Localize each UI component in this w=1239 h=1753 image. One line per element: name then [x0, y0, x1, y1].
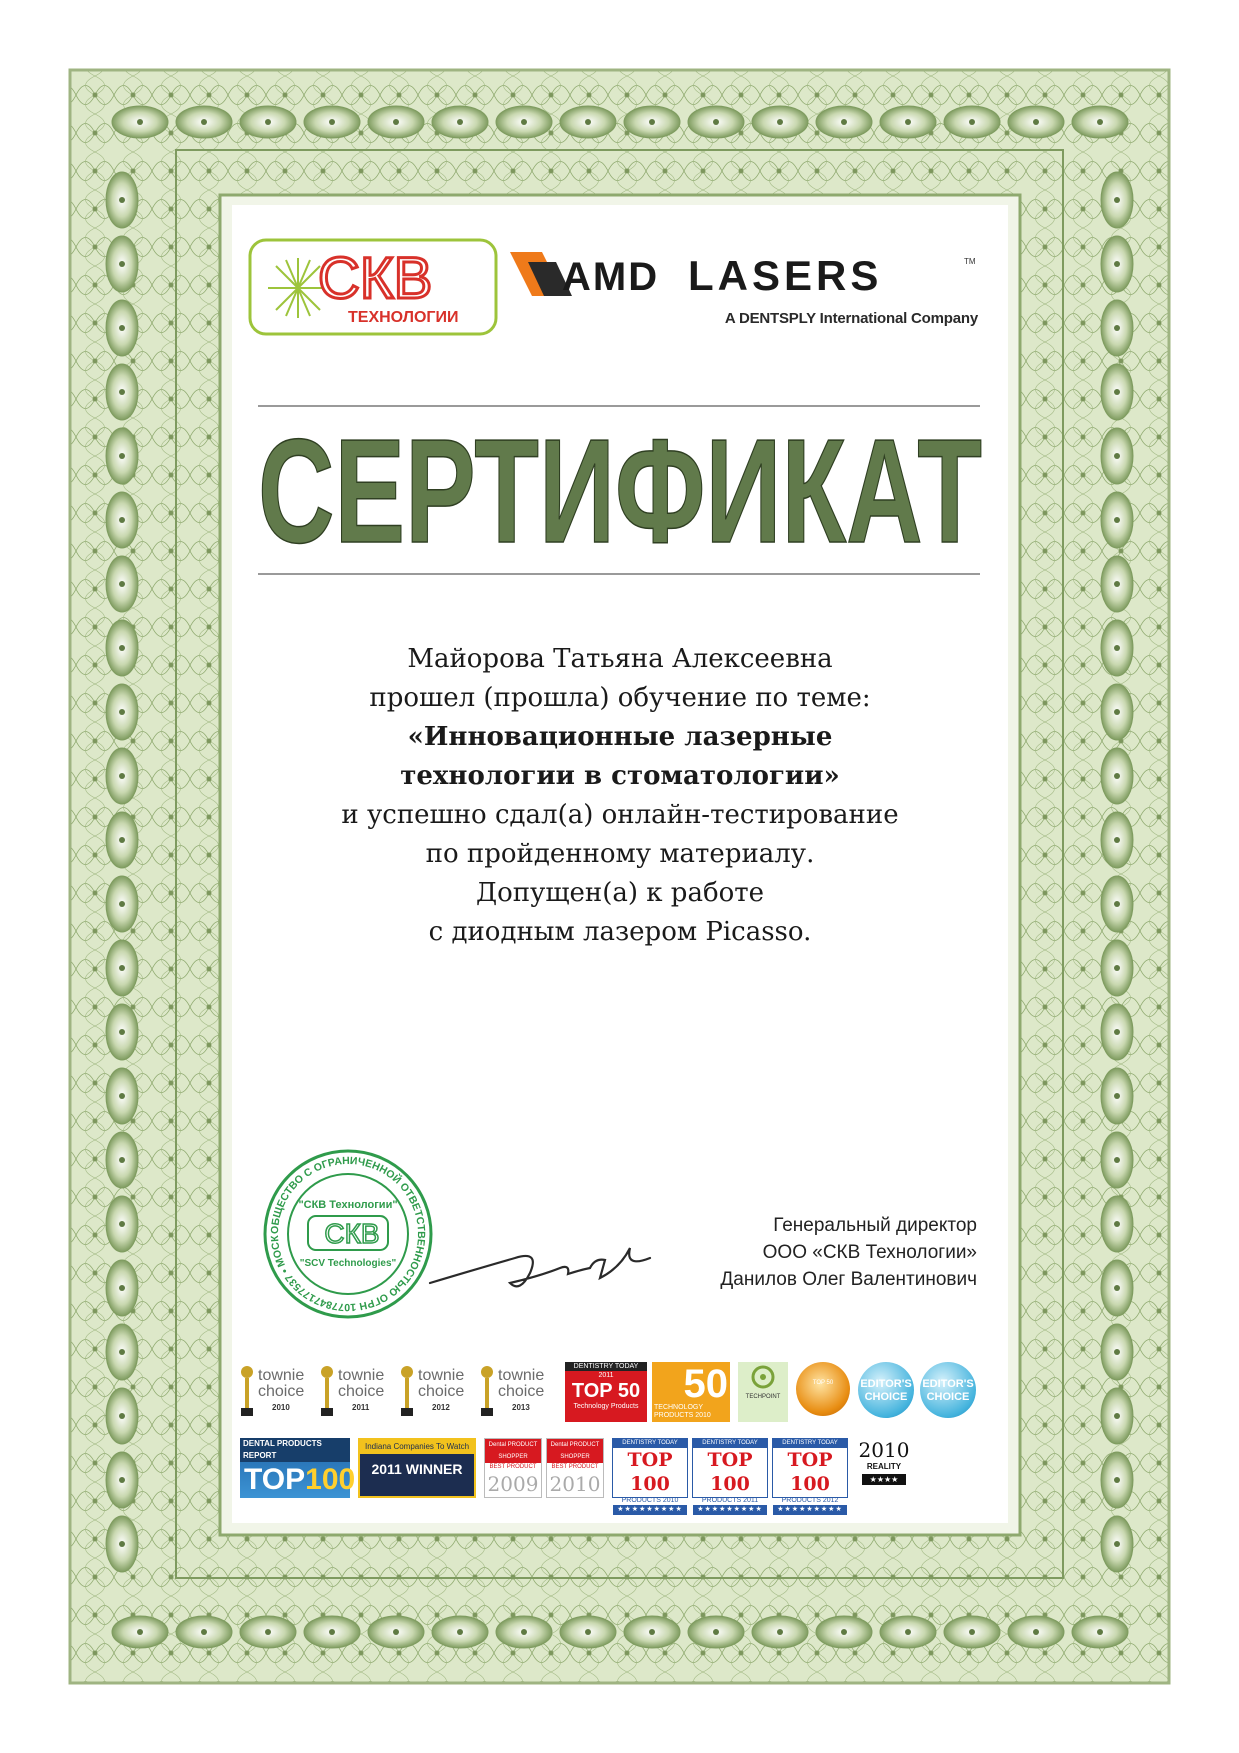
badge-year: 2010	[549, 1472, 601, 1496]
awards-row-2	[240, 1438, 1000, 1513]
frame-dot-ornament	[119, 1221, 125, 1227]
frame-dot-ornament	[393, 1629, 399, 1635]
townie-word: townie	[338, 1367, 385, 1384]
badge-title: REALITY	[866, 1462, 902, 1471]
frame-dot-ornament	[137, 1629, 143, 1635]
body-line-laser: с диодным лазером Picasso.	[428, 917, 812, 947]
frame-dot-ornament	[585, 119, 591, 125]
frame-dot-ornament	[1114, 581, 1120, 587]
ckb-logo-sub: ТЕХНОЛОГИИ	[348, 309, 459, 326]
frame-dot-ornament	[713, 119, 719, 125]
frame-dot-ornament	[119, 453, 125, 459]
title-rule-bottom	[258, 573, 980, 575]
townie-choice-2012-badge	[400, 1362, 480, 1422]
awards-strip	[240, 1362, 1000, 1514]
body-line-admitted: Допущен(а) к работе	[475, 878, 765, 908]
badge-header: Indiana Companies To Watch	[360, 1440, 474, 1454]
badge-title: TOP 100	[707, 1449, 753, 1495]
badge-title: EDITOR'S CHOICE	[860, 1378, 912, 1403]
townie-word: townie	[498, 1367, 545, 1384]
frame-dot-ornament	[119, 1413, 125, 1419]
frame-dot-ornament	[119, 517, 125, 523]
frame-dot-ornament	[119, 389, 125, 395]
frame-dot-ornament	[1114, 197, 1120, 203]
frame-dot-ornament	[119, 325, 125, 331]
frame-dot-ornament	[329, 1629, 335, 1635]
frame-dot-ornament	[1114, 965, 1120, 971]
frame-dot-ornament	[457, 1629, 463, 1635]
frame-dot-ornament	[1114, 325, 1120, 331]
choice-word: choice	[258, 1383, 305, 1400]
badge-subtitle: TECHNOLOGY PRODUCTS 2010	[654, 1404, 711, 1419]
badge-subtitle: BEST PRODUCT	[551, 1464, 599, 1470]
amd-logo-name: AMD	[562, 255, 660, 299]
badge-title: 2011 WINNER	[371, 1461, 463, 1477]
choice-word: choice	[418, 1383, 465, 1400]
ckb-logo	[248, 238, 498, 336]
frame-dot-ornament	[119, 773, 125, 779]
badge-title: TOP 50	[571, 1380, 641, 1402]
frame-dot-ornament	[119, 709, 125, 715]
amd-lasers-logo	[508, 248, 988, 338]
badge-stars: ★★★★★★★★★	[693, 1505, 767, 1515]
frame-dot-ornament	[329, 119, 335, 125]
body-line-training: прошел (прошла) обучение по теме:	[369, 683, 871, 713]
dentistry-today-top100-2011-badge	[692, 1438, 768, 1513]
awards-row-1	[240, 1362, 1000, 1426]
trophy-icon	[400, 1364, 414, 1418]
frame-dot-ornament	[119, 645, 125, 651]
frame-dot-ornament	[969, 119, 975, 125]
frame-dot-ornament	[841, 1629, 847, 1635]
director-position: Генеральный директор	[773, 1215, 977, 1236]
badge-subtitle: PRODUCTS 2010	[621, 1497, 679, 1504]
trademark-mark: TM	[964, 257, 976, 266]
ckb-logo-name: СКВ	[318, 246, 433, 311]
badge-subtitle: BEST PRODUCT	[489, 1464, 537, 1470]
frame-dot-ornament	[265, 1629, 271, 1635]
frame-dot-ornament	[1033, 119, 1039, 125]
badge-subtitle: Technology Products	[573, 1403, 639, 1410]
frame-dot-ornament	[1114, 709, 1120, 715]
badge-header: Dental PRODUCT SHOPPER	[485, 1439, 541, 1463]
certificate-body	[250, 640, 990, 952]
editors-choice-badge-2	[920, 1362, 976, 1418]
company-seal	[262, 1148, 434, 1320]
badge-header: DENTAL PRODUCTS REPORT	[240, 1438, 350, 1462]
townie-word: townie	[418, 1367, 465, 1384]
frame-dot-ornament	[119, 1349, 125, 1355]
frame-dot-ornament	[905, 1629, 911, 1635]
townie-year: 2012	[432, 1403, 450, 1412]
frame-dot-ornament	[119, 965, 125, 971]
choice-word: choice	[338, 1383, 385, 1400]
badge-year: 2010	[858, 1438, 910, 1462]
gold-top50-badge	[796, 1362, 850, 1416]
certificate-title-text: СЕРТИФИКАТ	[258, 409, 982, 574]
frame-dot-ornament	[1097, 119, 1103, 125]
frame-dot-ornament	[1114, 1413, 1120, 1419]
frame-dot-ornament	[393, 119, 399, 125]
frame-dot-ornament	[1114, 453, 1120, 459]
frame-dot-ornament	[841, 119, 847, 125]
frame-dot-ornament	[201, 119, 207, 125]
frame-dot-ornament	[1114, 1285, 1120, 1291]
frame-dot-ornament	[201, 1629, 207, 1635]
townie-year: 2013	[512, 1403, 530, 1412]
townie-choice-2010-badge	[240, 1362, 320, 1422]
frame-dot-ornament	[119, 581, 125, 587]
frame-dot-ornament	[119, 1029, 125, 1035]
townie-choice-2013-badge	[480, 1362, 560, 1422]
director-name: Данилов Олег Валентинович	[720, 1269, 977, 1290]
frame-dot-ornament	[1114, 389, 1120, 395]
badge-subtitle: PRODUCTS 2011	[701, 1497, 759, 1504]
badge-header: DENTISTRY TODAY	[565, 1362, 647, 1371]
lasers-logo-name: LASERS	[688, 252, 883, 299]
frame-dot-ornament	[119, 261, 125, 267]
trophy-icon	[320, 1364, 334, 1418]
frame-dot-ornament	[137, 119, 143, 125]
frame-dot-ornament	[777, 119, 783, 125]
seal-name-ru: "СКВ Технологии"	[298, 1199, 398, 1211]
frame-dot-ornament	[1114, 645, 1120, 651]
frame-dot-ornament	[1114, 837, 1120, 843]
indiana-companies-badge	[358, 1438, 476, 1498]
badge-title: TOP 50	[812, 1380, 834, 1386]
frame-dot-ornament	[521, 1629, 527, 1635]
technology-products-50-badge	[652, 1362, 730, 1422]
frame-dot-ornament	[649, 119, 655, 125]
product-shopper-2010-badge	[546, 1438, 604, 1498]
badge-subtitle: PRODUCTS 2012	[781, 1497, 839, 1504]
frame-dot-ornament	[1097, 1629, 1103, 1635]
choice-word: choice	[498, 1383, 545, 1400]
badge-header: DENTISTRY TODAY	[613, 1439, 687, 1448]
badge-stars: ★★★★★★★★★	[773, 1505, 847, 1515]
seal-logo-text: СКВ	[324, 1218, 380, 1249]
reality-2010-badge	[854, 1438, 914, 1498]
director-company: ООО «СКВ Технологии»	[762, 1242, 977, 1263]
director-block	[720, 1212, 977, 1293]
dental-products-report-top100-badge	[240, 1438, 356, 1498]
frame-dot-ornament	[1114, 901, 1120, 907]
course-title-line-2: технологии в стоматологии»	[400, 761, 840, 791]
editors-choice-badge-1	[858, 1362, 914, 1418]
seal-name-en: "SCV Technologies"	[299, 1258, 397, 1269]
badge-stars: ★★★★	[862, 1474, 906, 1485]
frame-dot-ornament	[585, 1629, 591, 1635]
dentistry-today-top50-badge	[565, 1362, 647, 1422]
frame-dot-ornament	[265, 119, 271, 125]
frame-dot-ornament	[119, 1477, 125, 1483]
frame-dot-ornament	[905, 119, 911, 125]
frame-dot-ornament	[457, 119, 463, 125]
badge-title: TOP 100	[627, 1449, 673, 1495]
badge-header: DENTISTRY TODAY	[773, 1439, 847, 1448]
frame-dot-ornament	[119, 1285, 125, 1291]
frame-dot-ornament	[119, 837, 125, 843]
townie-year: 2010	[272, 1403, 290, 1412]
frame-dot-ornament	[119, 1541, 125, 1547]
frame-dot-ornament	[1114, 1349, 1120, 1355]
frame-dot-ornament	[1033, 1629, 1039, 1635]
course-title-line-1: «Инновационные лазерные	[407, 722, 833, 752]
townie-word: townie	[258, 1367, 305, 1384]
frame-dot-ornament	[119, 1157, 125, 1163]
frame-dot-ornament	[521, 119, 527, 125]
recipient-name: Майорова Татьяна Алексеевна	[407, 644, 833, 674]
frame-dot-ornament	[1114, 1477, 1120, 1483]
badge-title: 50	[683, 1362, 728, 1406]
badge-year: 2011	[598, 1372, 614, 1379]
amd-tagline: A DENTSPLY International Company	[724, 310, 978, 327]
frame-dot-ornament	[119, 1093, 125, 1099]
body-line-test: и успешно сдал(а) онлайн-тестирование	[341, 800, 899, 830]
trophy-icon	[480, 1364, 494, 1418]
product-shopper-2009-badge	[484, 1438, 542, 1498]
dentistry-today-top100-2012-badge	[772, 1438, 848, 1513]
townie-year: 2011	[352, 1403, 370, 1412]
badge-stars: ★★★★★★★★★	[613, 1505, 687, 1515]
badge-header: Dental PRODUCT SHOPPER	[547, 1439, 603, 1463]
frame-dot-ornament	[1114, 1157, 1120, 1163]
director-signature	[420, 1228, 665, 1308]
dentistry-today-top100-2010-badge	[612, 1438, 688, 1513]
frame-dot-ornament	[119, 197, 125, 203]
frame-dot-ornament	[777, 1629, 783, 1635]
frame-dot-ornament	[1114, 1093, 1120, 1099]
frame-dot-ornament	[1114, 773, 1120, 779]
techpoint-badge	[738, 1362, 788, 1422]
body-line-material: по пройденному материалу.	[425, 839, 815, 869]
frame-dot-ornament	[713, 1629, 719, 1635]
badge-title: TOP 100	[787, 1449, 833, 1495]
techpoint-icon	[748, 1362, 778, 1392]
frame-dot-ornament	[1114, 1029, 1120, 1035]
certificate-title	[250, 409, 990, 574]
badge-title: TOP100	[244, 1463, 356, 1496]
title-rule-top	[258, 405, 980, 407]
frame-dot-ornament	[119, 901, 125, 907]
frame-dot-ornament	[649, 1629, 655, 1635]
badge-year: 2009	[487, 1472, 539, 1496]
frame-dot-ornament	[969, 1629, 975, 1635]
frame-dot-ornament	[1114, 261, 1120, 267]
frame-dot-ornament	[1114, 1541, 1120, 1547]
frame-dot-ornament	[1114, 1221, 1120, 1227]
badge-title: EDITOR'S CHOICE	[922, 1378, 974, 1403]
townie-choice-2011-badge	[320, 1362, 400, 1422]
seal-ring-text: ОБЩЕСТВО С ОГРАНИЧЕННОЙ ОТВЕТСТВЕННОСТЬЮ ОГРН 1077847177537 • МОСК	[268, 1154, 428, 1314]
badge-title: TECHPOINT	[745, 1394, 781, 1400]
trophy-icon	[240, 1364, 254, 1418]
frame-dot-ornament	[1114, 517, 1120, 523]
badge-header: DENTISTRY TODAY	[693, 1439, 767, 1448]
